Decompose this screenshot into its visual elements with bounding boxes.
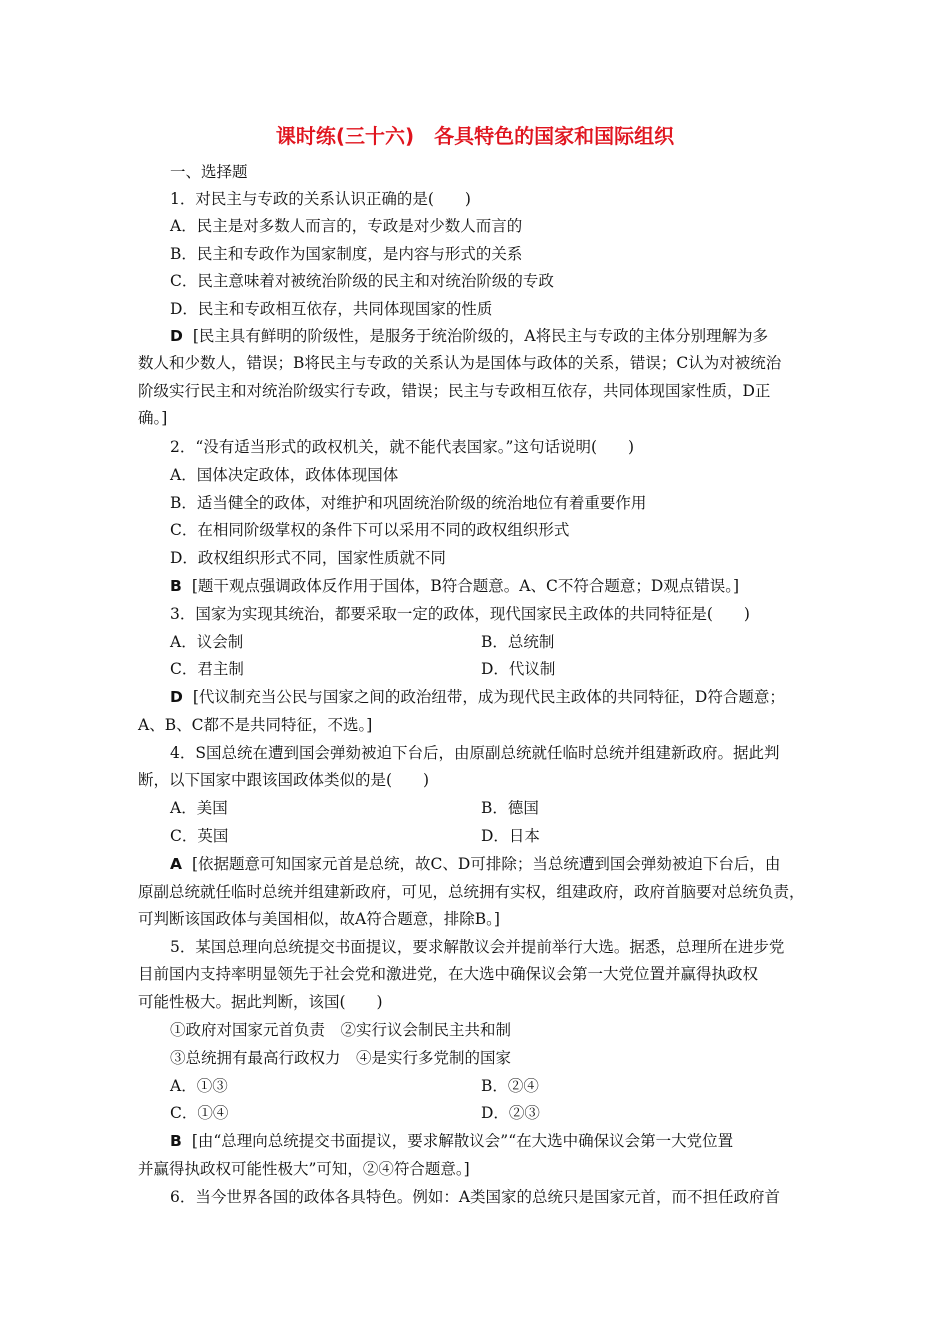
q5-statements-1: ①政府对国家元首负责 ②实行议会制民主共和制 [170, 1021, 512, 1039]
q3-option-b: B．总统制 [481, 633, 555, 651]
q5-answer-line [170, 1129, 733, 1151]
q4-explanation: [依据题意可知国家元首是总统，故C、D可排除；当总统遭到国会弹劾被迫下台后，由 [192, 855, 781, 873]
q5-option-d: D．②③ [481, 1104, 540, 1122]
q2-option-b: B．适当健全的政体，对维护和巩固统治阶级的统治地位有着重要作用 [170, 494, 647, 512]
q2-option-c: C．在相同阶级掌权的条件下可以采用不同的政权组织形式 [170, 521, 570, 539]
q1-option-d: D．民主和专政相互依存，共同体现国家的性质 [170, 300, 493, 318]
q1-stem: 1．对民主与专政的关系认识正确的是( ) [170, 190, 471, 208]
q3-explanation: [代议制充当公民与国家之间的政治纽带，成为现代民主政体的共同特征，D符合题意； [192, 688, 785, 706]
q5-option-b: B．②④ [481, 1077, 539, 1095]
q4-stem: 4．S国总统在遭到国会弹劾被迫下台后，由原副总统就任临时总统并组建新政府。据此判 [170, 744, 780, 762]
q4-option-a: A．美国 [170, 799, 228, 817]
q3-explanation-2: A、B、C都不是共同特征，不选。] [138, 716, 373, 734]
q3-option-a: A．议会制 [170, 633, 244, 651]
q1-explanation-3: 阶级实行民主和对统治阶级实行专政，错误；民主与专政相互依存，共同体现国家性质，D正 [138, 382, 771, 400]
q1-answer: D [170, 327, 183, 345]
q1-option-b: B．民主和专政作为国家制度，是内容与形式的关系 [170, 245, 523, 263]
q3-answer-line [170, 685, 785, 707]
q2-option-a: A．国体决定政体，政体体现国体 [170, 466, 399, 484]
q5-explanation: [由“总理向总统提交书面提议，要求解散议会”“在大选中确保议会第一大党位置 [191, 1132, 734, 1150]
q4-explanation-2: 原副总统就任临时总统并组建新政府，可见，总统拥有实权，组建政府，政府首脑要对总统负责， [138, 883, 805, 901]
q6-stem: 6．当今世界各国的政体各具特色。例如：A类国家的总统只是国家元首，而不担任政府首 [170, 1188, 781, 1206]
q1-answer-line [170, 324, 768, 346]
q1-explanation-2: 数人和少数人，错误；B将民主与专政的关系认为是国体与政体的关系，错误；C认为对被统治 [138, 354, 782, 372]
q5-stem-3: 可能性极大。据此判断，该国( ) [138, 993, 383, 1011]
q1-option-c: C．民主意味着对被统治阶级的民主和对统治阶级的专政 [170, 272, 554, 290]
q2-answer: B [170, 577, 182, 595]
q3-option-c: C．君主制 [170, 660, 244, 678]
q4-option-c: C．英国 [170, 827, 229, 845]
q5-option-c: C．①④ [170, 1104, 229, 1122]
q4-answer-line [170, 852, 780, 874]
q2-answer-line [170, 574, 739, 596]
q5-statements-2: ③总统拥有最高行政权力 ④是实行多党制的国家 [170, 1049, 512, 1067]
section-heading: 一、选择题 [170, 163, 248, 181]
q2-stem: 2．“没有适当形式的政权机关，就不能代表国家。”这句话说明( ) [170, 438, 635, 456]
q5-stem: 5．某国总理向总统提交书面提议，要求解散议会并提前举行大选。据悉，总理所在进步党 [170, 938, 785, 956]
q4-option-b: B．德国 [481, 799, 539, 817]
q1-explanation-4: 确。] [138, 409, 168, 427]
q5-explanation-2: 并赢得执政权可能性极大”可知，②④符合题意。] [138, 1160, 470, 1178]
q2-option-d: D．政权组织形式不同，国家性质就不同 [170, 549, 446, 567]
q1-option-a: A．民主是对多数人而言的，专政是对少数人而言的 [170, 217, 523, 235]
q3-option-d: D．代议制 [481, 660, 556, 678]
q4-answer: A [170, 855, 182, 873]
q5-stem-2: 目前国内支持率明显领先于社会党和激进党，在大选中确保议会第一大党位置并赢得执政权 [138, 965, 759, 983]
q4-stem-2: 断，以下国家中跟该国政体类似的是( ) [138, 771, 430, 789]
q5-answer: B [170, 1132, 182, 1150]
q3-answer: D [170, 688, 183, 706]
page-title: 课时练(三十六) 各具特色的国家和国际组织 [275, 124, 675, 148]
q4-explanation-3: 可判断该国政体与美国相似，故A符合题意，排除B。] [138, 910, 500, 928]
q4-option-d: D．日本 [481, 827, 540, 845]
q1-explanation: [民主具有鲜明的阶级性，是服务于统治阶级的，A将民主与专政的主体分别理解为多 [192, 327, 769, 345]
q3-stem: 3．国家为实现其统治，都要采取一定的政体，现代国家民主政体的共同特征是( ) [170, 605, 750, 623]
q2-explanation: [题干观点强调政体反作用于国体，B符合题意。A、C不符合题意；D观点错误。] [191, 577, 740, 595]
q5-option-a: A．①③ [170, 1077, 228, 1095]
